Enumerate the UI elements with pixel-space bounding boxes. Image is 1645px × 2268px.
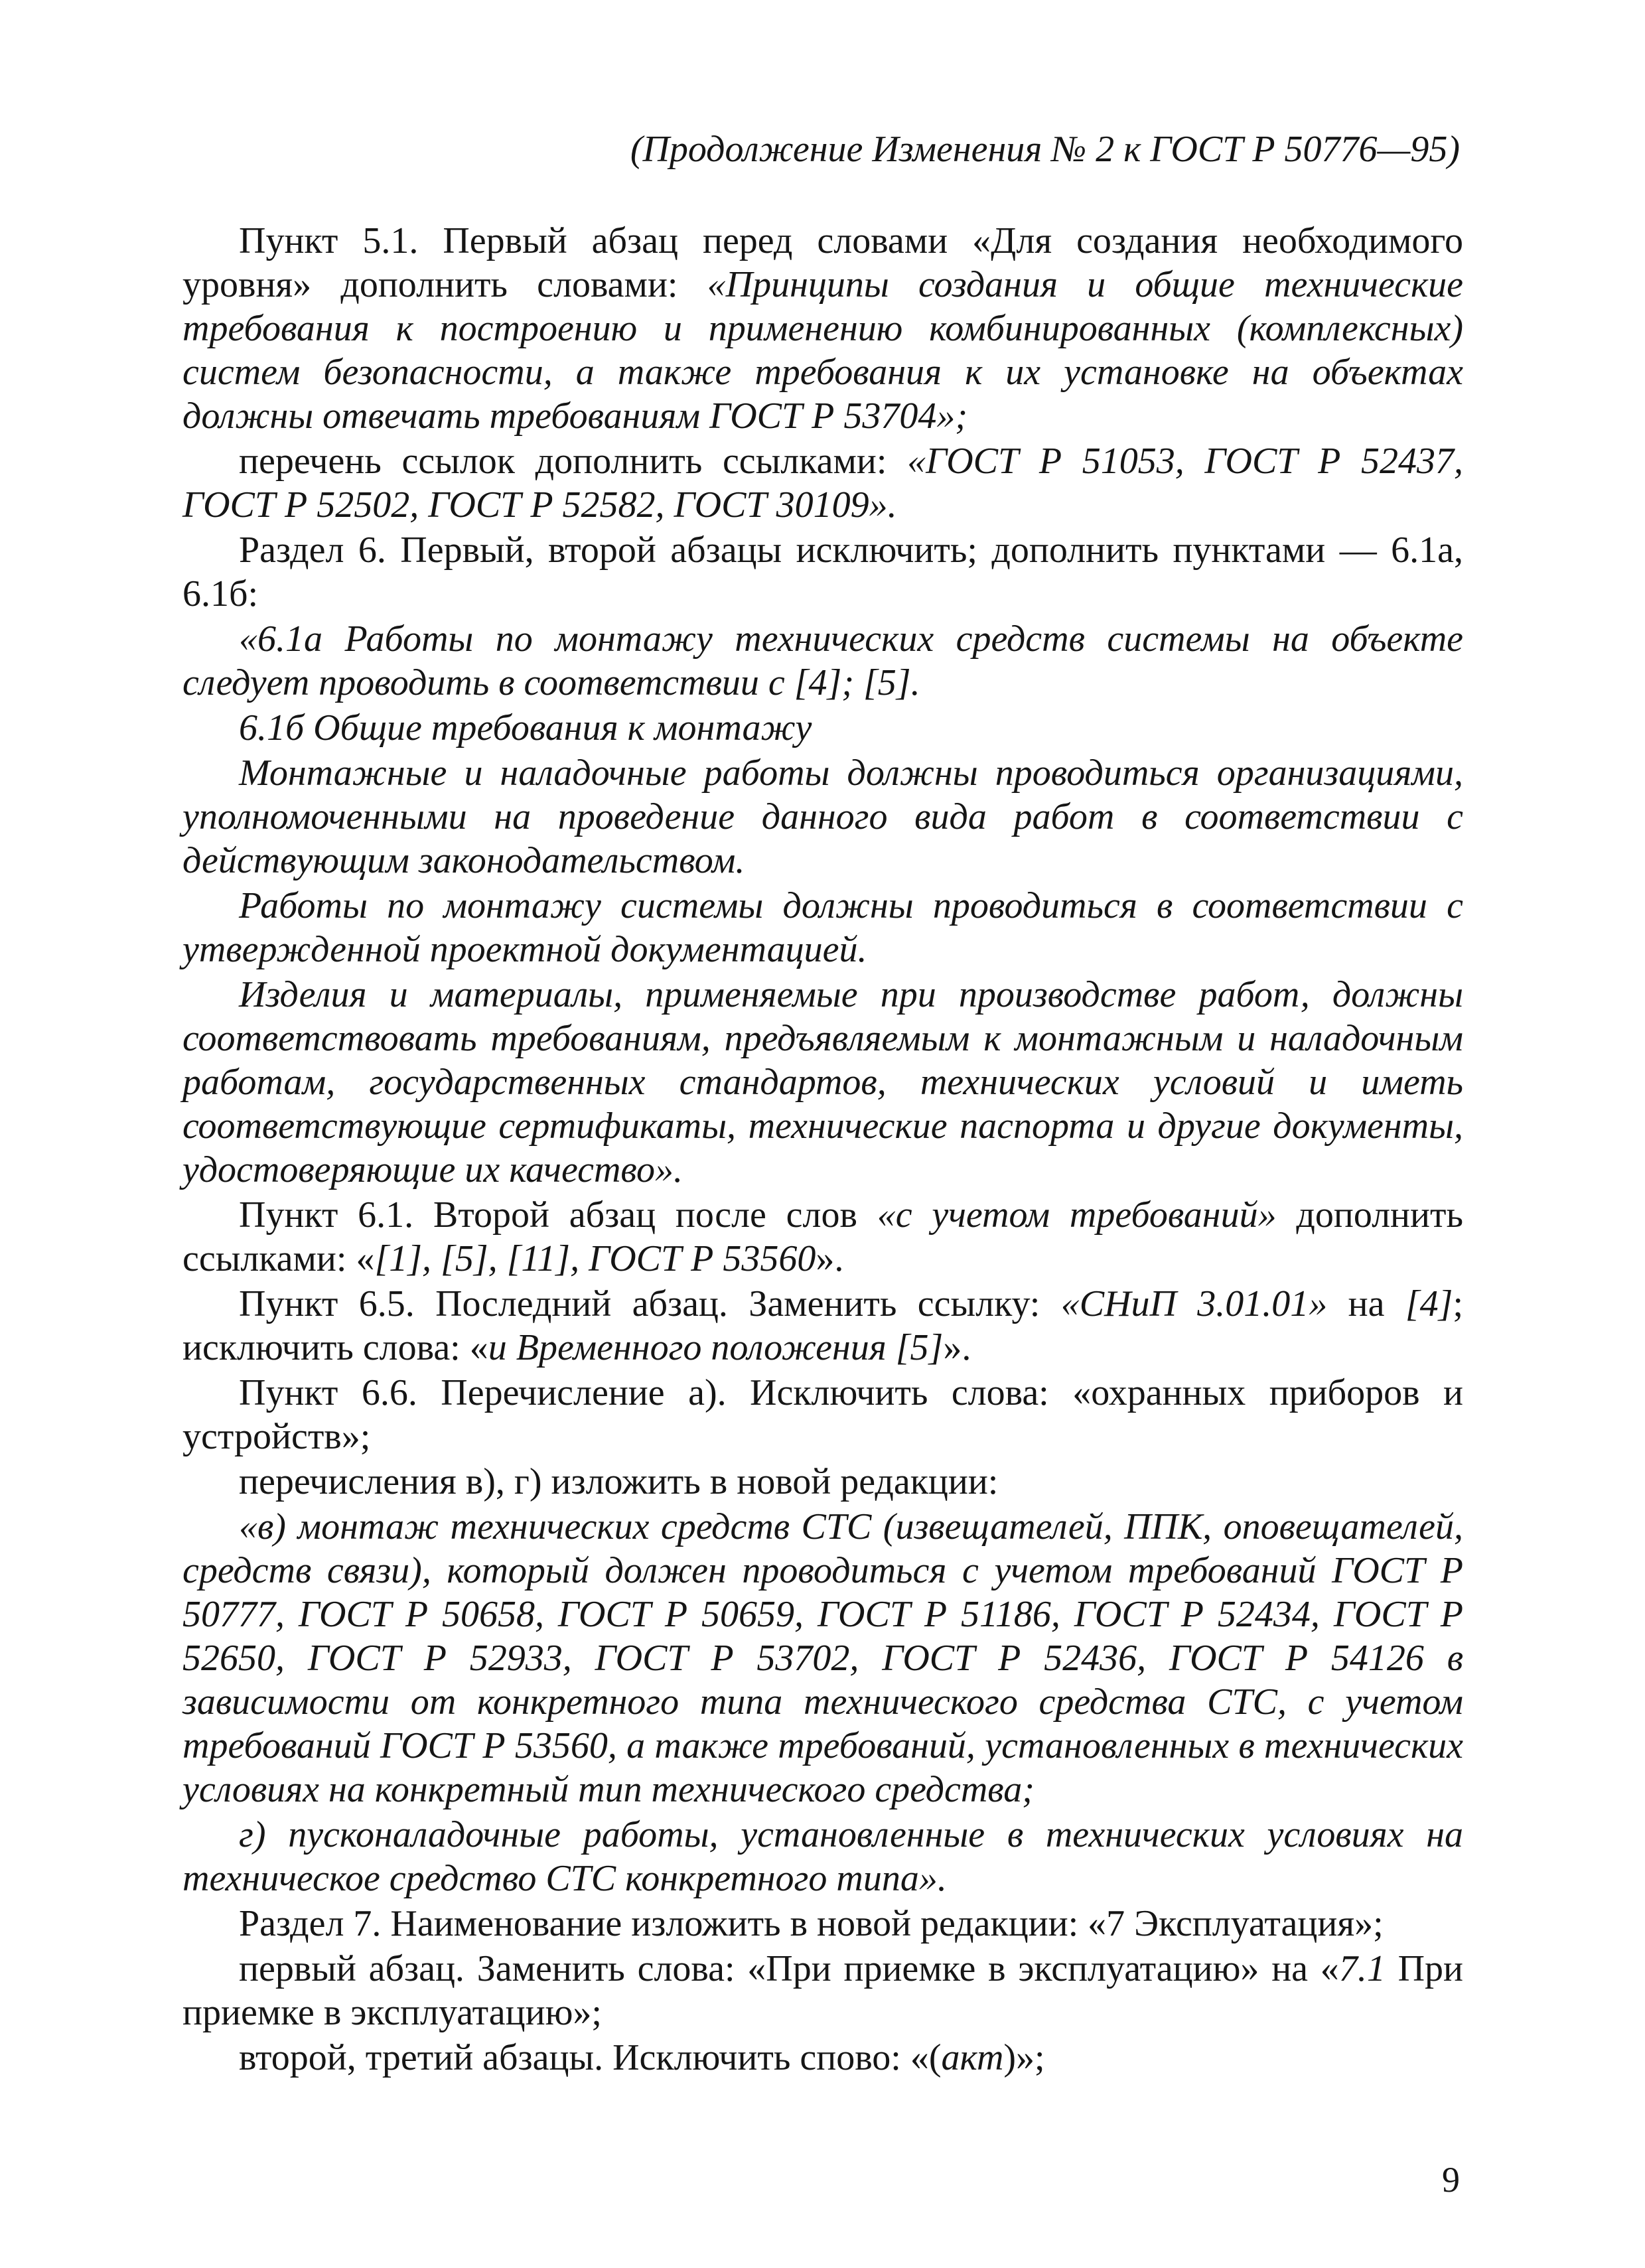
text-run: дополнить ссылками: « [182,1194,1464,1279]
paragraph [182,706,1463,750]
paragraph [182,1282,1463,1370]
text-run: )»; [1003,2037,1045,2078]
text-run: ». [816,1238,844,1279]
paragraph [182,2036,1463,2080]
text-run: ; исключить слова: « [182,1283,1464,1368]
text-run: на [1327,1283,1405,1324]
page-number: 9 [1442,2160,1460,2200]
paragraph [182,973,1463,1192]
paragraph [182,1505,1463,1811]
page-header: (Продолжение Изменения № 2 к ГОСТ Р 50776—95) [630,129,1460,170]
text-run: перечисления в), г) изложить в новой редакции: [239,1461,999,1502]
text-run: Пункт 5.1. Первый абзац перед словами «Для создания необходимого уровня» дополнить словами: [182,220,1463,305]
italic-text-run: Изделия и материалы, применяемые при производстве работ, должны соответствовать требованиям, предъявляемым к монтажным и наладочным работам, государственных стандартов, технических условий и иметь соответствующие сертификаты, технические паспорта и другие документы, удостоверяющие их качество». [182,974,1463,1190]
italic-text-run: [1], [5], [11], ГОСТ Р 53560 [374,1238,816,1279]
text-run: Раздел 7. Наименование изложить в новой редакции: «7 Эксплуатация»; [239,1903,1384,1944]
paragraph [182,1813,1463,1900]
italic-text-run: «Принципы создания и общие технические требования к построению и применению комбинированных (комплексных) систем безопасности, а также требования к их установке на объектах должны отвечать требованиям ГОСТ Р 53704»; [182,264,1464,437]
paragraph [182,1460,1463,1504]
text-run: Пункт 6.1. Второй абзац после слов [239,1194,877,1236]
paragraph [182,528,1463,616]
paragraph [182,219,1463,438]
italic-text-run: «в) монтаж технических средств СТС (извещателей, ППК, оповещателей, средств связи), который должен проводиться с учетом требований ГОСТ Р 50777, ГОСТ Р 50658, ГОСТ Р 50659, ГОСТ Р 51186, ГОСТ Р 52434, ГОСТ Р 52650, ГОСТ Р 52933, ГОСТ Р 53702, ГОСТ Р 52436, ГОСТ Р 54126 в зависимости от конкретного типа технического средства СТС, с учетом требований ГОСТ Р 53560, а также требований, установленных в технических условиях на конкретный тип технического средства; [182,1506,1463,1810]
text-run: Раздел 6. Первый, второй абзацы исключить; дополнить пунктами — 6.1а, 6.1б: [182,530,1463,614]
italic-text-run: «6.1а Работы по монтажу технических средств системы на объекте следует проводить в соответствии с [4]; [5]. [182,618,1463,703]
text-run: ». [943,1327,971,1368]
italic-text-run: акт [941,2037,1004,2078]
text-run: перечень ссылок дополнить ссылками: [239,441,908,482]
paragraph [182,1947,1463,2034]
paragraph [182,884,1463,971]
italic-text-run: 6.1б Общие требования к монтажу [239,707,812,748]
text-run: Пункт 6.5. Последний абзац. Заменить ссылку: [239,1283,1061,1324]
italic-text-run: «с учетом требований» [877,1194,1277,1236]
italic-text-run: Монтажные и наладочные работы должны проводиться организациями, уполномоченными на проведение данного вида работ в соответствии с действующим законодательством. [182,752,1463,881]
document-body [182,219,1463,2081]
text-run: второй, третий абзацы. Исключить спово: «( [239,2037,942,2078]
italic-text-run: «СНиП 3.01.01» [1060,1283,1328,1324]
italic-text-run: [4] [1405,1283,1453,1324]
paragraph [182,1371,1463,1458]
paragraph [182,1193,1463,1281]
paragraph [182,439,1463,527]
italic-text-run: 7.1 [1338,1948,1386,1989]
paragraph [182,617,1463,705]
text-run: первый абзац. Заменить слова: «При приемке в эксплуатацию» на « [239,1948,1339,1989]
italic-text-run: Работы по монтажу системы должны проводиться в соответствии с утвержденной проектной документацией. [182,885,1463,970]
text-run: При приемке в эксплуатацию»; [182,1948,1463,2033]
italic-text-run: г) пусконаладочные работы, установленные в технических условиях на техническое средство СТС конкретного типа». [182,1814,1463,1899]
italic-text-run: «ГОСТ Р 51053, ГОСТ Р 52437, ГОСТ Р 52502, ГОСТ Р 52582, ГОСТ 30109». [182,441,1463,526]
italic-text-run: и Временного положения [5] [488,1327,944,1368]
text-run: Пункт 6.6. Перечисление а). Исключить слова: «охранных приборов и устройств»; [182,1372,1463,1457]
paragraph [182,1902,1463,1946]
paragraph [182,751,1463,883]
